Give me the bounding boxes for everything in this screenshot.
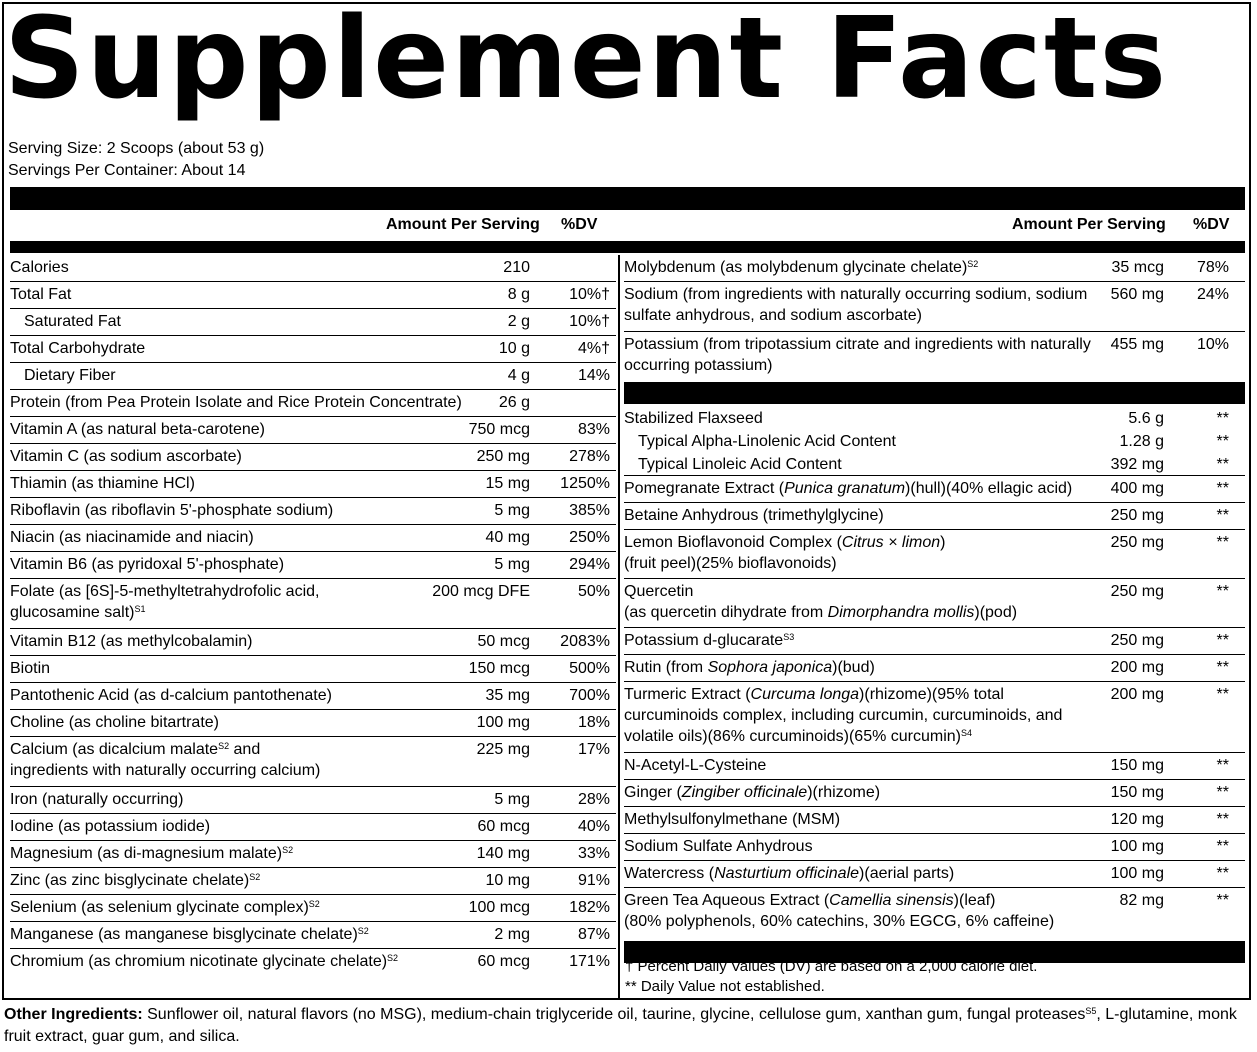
ingredient-row xyxy=(624,807,1245,834)
nutrient-name xyxy=(10,527,254,548)
ingredient-name-text: Ginger ( xyxy=(624,784,682,801)
nutrient-name-text: Dietary Fiber xyxy=(24,367,116,384)
ingredient-name xyxy=(624,755,766,776)
footnote-marker: S3 xyxy=(783,632,795,642)
nutrient-dv: 33% xyxy=(577,845,610,862)
nutrient-dv: 91% xyxy=(577,872,610,889)
nutrient-name xyxy=(10,712,219,733)
nutrient-amount: 50 mcg xyxy=(477,633,530,650)
nutrient-dv: 10%† xyxy=(569,313,610,330)
botanical-name: Curcuma longa xyxy=(750,686,860,703)
nutrient-row xyxy=(10,255,616,282)
nutrient-row xyxy=(10,841,616,868)
ingredient-name-text: Potassium d-glucarate xyxy=(624,632,784,649)
nutrient-name xyxy=(10,897,320,918)
nutrient-amount: 250 mg xyxy=(476,448,530,465)
botanical-name: Punica granatum xyxy=(784,480,906,497)
ingredient-name-text: )(bud) xyxy=(832,659,875,676)
nutrient-name xyxy=(10,338,145,359)
nutrient-amount: 10 g xyxy=(498,340,530,357)
ingredient-name xyxy=(624,581,1017,623)
ingredient-name-text: )(aerial parts) xyxy=(859,865,955,882)
botanical-name: Nasturtium officinale xyxy=(714,865,860,882)
nutrient-row xyxy=(10,552,616,579)
ingredient-dv: ** xyxy=(1216,659,1229,676)
footnote-dv: † Percent Daily Values (DV) are based on a 2,000 calorie diet. xyxy=(625,958,1038,975)
ingredient-name-text: Lemon Bioflavonoid Complex ( xyxy=(624,534,842,551)
ingredient-dv: ** xyxy=(1216,507,1229,524)
nutrient-amount: 60 mcg xyxy=(477,818,530,835)
footnote-marker: S2 xyxy=(967,259,979,269)
footnote-not-established: ** Daily Value not established. xyxy=(625,978,825,995)
nutrient-name xyxy=(10,392,462,413)
nutrient-name-text: ingredients with naturally occurring calcium) xyxy=(10,762,321,779)
nutrient-name xyxy=(10,581,319,623)
nutrient-name xyxy=(10,951,398,972)
nutrient-name-text: Manganese (as manganese bisglycinate chelate) xyxy=(10,926,358,943)
nutrient-dv: 700% xyxy=(569,687,610,704)
ingredient-amount: 400 mg xyxy=(1110,480,1164,497)
nutrient-name-text: Riboflavin (as riboflavin 5'-phosphate sodium) xyxy=(10,502,334,519)
nutrient-name xyxy=(10,446,242,467)
ingredient-amount: 250 mg xyxy=(1110,583,1164,600)
nutrient-amount: 2 g xyxy=(507,313,530,330)
nutrient-name xyxy=(10,500,333,521)
botanical-name: Camellia sinensis xyxy=(829,892,954,909)
nutrient-name xyxy=(10,739,320,781)
ingredient-name-text: Methylsulfonylmethane (MSM) xyxy=(624,811,841,828)
ingredient-row xyxy=(624,753,1245,780)
right-dv-header: %DV xyxy=(1193,216,1230,233)
footnote-marker: S1 xyxy=(134,604,146,614)
nutrient-amount: 2 mg xyxy=(494,926,530,943)
ingredient-amount: 200 mg xyxy=(1110,686,1164,703)
nutrient-amount: 40 mg xyxy=(485,529,530,546)
nutrient-name xyxy=(10,658,50,679)
nutrient-dv: 87% xyxy=(577,926,610,943)
nutrient-row xyxy=(10,683,616,710)
ingredient-dv: ** xyxy=(1216,410,1229,427)
nutrient-name-text: Vitamin B12 (as methylcobalamin) xyxy=(10,633,253,650)
right-column xyxy=(624,255,1245,963)
ingredient-row xyxy=(624,530,1245,579)
ingredient-name xyxy=(624,284,1087,326)
ingredient-amount: 150 mg xyxy=(1110,757,1164,774)
ingredient-name: Typical Alpha-Linolenic Acid Content xyxy=(638,433,896,450)
ingredient-name-text: curcuminoids complex, including curcumin, curcuminoids, and xyxy=(624,707,1063,724)
nutrient-name-text: Selenium (as selenium glycinate complex) xyxy=(10,899,309,916)
ingredient-name-text: Watercress ( xyxy=(624,865,715,882)
nutrient-name xyxy=(10,685,332,706)
ingredient-dv: ** xyxy=(1216,811,1229,828)
nutrient-name xyxy=(10,284,71,305)
nutrient-row xyxy=(10,656,616,683)
ingredient-name: Stabilized Flaxseed xyxy=(624,410,763,427)
nutrient-name-text: Folate (as [6S]-5-methyltetrahydrofolic acid, xyxy=(10,583,320,600)
botanical-name: Sophora japonica xyxy=(707,659,833,676)
ingredient-dv: ** xyxy=(1216,534,1229,551)
ingredient-dv: ** xyxy=(1216,433,1229,450)
ingredient-dv: ** xyxy=(1216,757,1229,774)
ingredient-dv: ** xyxy=(1216,865,1229,882)
ingredient-dv: ** xyxy=(1216,632,1229,649)
footnote-marker: S2 xyxy=(282,845,294,855)
ingredient-row xyxy=(624,255,1245,282)
nutrient-dv: 171% xyxy=(569,953,610,970)
nutrient-amount: 100 mcg xyxy=(468,899,530,916)
ingredient-amount: 250 mg xyxy=(1110,632,1164,649)
nutrient-dv: 250% xyxy=(569,529,610,546)
nutrient-row xyxy=(10,444,616,471)
ingredient-dv: 10% xyxy=(1196,336,1229,353)
ingredient-name-text: Quercetin xyxy=(624,583,694,600)
nutrient-amount: 750 mcg xyxy=(468,421,530,438)
nutrient-name xyxy=(10,257,69,278)
ingredient-name xyxy=(624,257,978,278)
thick-divider xyxy=(10,241,1245,253)
ingredient-name-text: Potassium (from tripotassium citrate and ingredients with naturally xyxy=(624,336,1091,353)
nutrient-name-text: Thiamin (as thiamine HCl) xyxy=(10,475,195,492)
ingredient-row xyxy=(624,780,1245,807)
nutrient-amount: 8 g xyxy=(507,286,530,303)
nutrient-name-text: Calcium (as dicalcium malate xyxy=(10,741,219,758)
serving-size: Serving Size: 2 Scoops (about 53 g) xyxy=(8,140,265,157)
nutrient-row xyxy=(10,895,616,922)
nutrient-name-text: Vitamin A (as natural beta-carotene) xyxy=(10,421,265,438)
nutrient-dv: 83% xyxy=(577,421,610,438)
ingredient-amount: 1.28 g xyxy=(1119,433,1164,450)
ingredient-name-text: )(pod) xyxy=(974,604,1018,621)
ingredient-amount: 392 mg xyxy=(1110,456,1164,473)
ingredient-amount: 120 mg xyxy=(1110,811,1164,828)
nutrient-amount: 35 mg xyxy=(485,687,530,704)
ingredient-row xyxy=(624,579,1245,628)
ingredient-name-text: Pomegranate Extract ( xyxy=(624,480,785,497)
nutrient-dv: 182% xyxy=(569,899,610,916)
nutrient-name xyxy=(10,311,121,332)
nutrient-amount: 4 g xyxy=(507,367,530,384)
ingredient-dv: ** xyxy=(1216,480,1229,497)
thick-divider xyxy=(624,382,1245,404)
ingredient-amount: 100 mg xyxy=(1110,865,1164,882)
nutrient-name-text: Iron (naturally occurring) xyxy=(10,791,184,808)
ingredient-name-text: Sodium (from ingredients with naturally occurring sodium, sodium xyxy=(624,286,1088,303)
ingredient-name xyxy=(624,334,1091,376)
nutrient-name-text: Total Carbohydrate xyxy=(10,340,146,357)
ingredient-name-text: (as quercetin dihydrate from xyxy=(624,604,828,621)
ingredient-name-text: Green Tea Aqueous Extract ( xyxy=(624,892,830,909)
nutrient-dv: 278% xyxy=(569,448,610,465)
nutrient-row xyxy=(10,336,616,363)
nutrient-row xyxy=(10,309,616,336)
ingredient-row xyxy=(624,332,1245,382)
ingredient-name-text: )(rhizome) xyxy=(807,784,881,801)
left-amount-header: Amount Per Serving xyxy=(386,216,540,233)
ingredient-name: Typical Linoleic Acid Content xyxy=(638,456,842,473)
botanical-name: Citrus × limon xyxy=(841,534,941,551)
ingredient-row xyxy=(624,282,1245,332)
footnote-marker: S2 xyxy=(249,872,261,882)
left-column xyxy=(10,255,616,976)
nutrient-dv: 50% xyxy=(577,583,610,600)
nutrient-name-text: Saturated Fat xyxy=(24,313,121,330)
nutrient-row xyxy=(10,525,616,552)
nutrient-name-text: Vitamin C (as sodium ascorbate) xyxy=(10,448,242,465)
footnote-marker: S2 xyxy=(218,741,230,751)
ingredient-row xyxy=(624,655,1245,682)
thick-divider xyxy=(10,187,1245,210)
ingredient-amount: 82 mg xyxy=(1119,892,1164,909)
nutrient-name-text: Magnesium (as di-magnesium malate) xyxy=(10,845,283,862)
nutrient-amount: 26 g xyxy=(498,394,530,411)
ingredient-name-text: volatile oils)(86% curcuminoids)(65% curcumin) xyxy=(624,728,961,745)
nutrient-dv: 2083% xyxy=(560,633,610,650)
ingredient-amount: 200 mg xyxy=(1110,659,1164,676)
other-ingredients: Other Ingredients: Sunflower oil, natural flavors (no MSG), medium-chain triglyceride oil, taurine, glycine, cellulose gum, xanthan gum, fungal proteases$^{S5}$, L-glutamine, monk fruit extract, guar gum, and silica. xyxy=(4,1006,1237,1045)
ingredient-dv: 78% xyxy=(1196,259,1229,276)
ingredient-name xyxy=(624,630,794,651)
nutrient-amount: 15 mg xyxy=(485,475,530,492)
nutrient-dv: 385% xyxy=(569,502,610,519)
ingredient-name xyxy=(624,505,884,526)
footnote-marker: S4 xyxy=(961,728,973,738)
ingredient-name-text: occurring potassium) xyxy=(624,357,773,374)
ingredient-amount: 455 mg xyxy=(1110,336,1164,353)
ingredient-name-text: )(hull)(40% ellagic acid) xyxy=(905,480,1073,497)
nutrient-amount: 210 xyxy=(503,259,530,276)
ingredient-amount: 560 mg xyxy=(1110,286,1164,303)
nutrient-dv: 294% xyxy=(569,556,610,573)
nutrient-amount: 5 mg xyxy=(494,556,530,573)
nutrient-dv: 28% xyxy=(577,791,610,808)
ingredient-row xyxy=(624,861,1245,888)
nutrient-dv: 40% xyxy=(577,818,610,835)
botanical-name: Dimorphandra mollis xyxy=(827,604,975,621)
ingredient-name-text: )(leaf) xyxy=(953,892,996,909)
nutrient-name-text: and xyxy=(229,741,261,758)
nutrient-name xyxy=(10,554,284,575)
nutrient-name-text: Niacin (as niacinamide and niacin) xyxy=(10,529,254,546)
nutrient-row xyxy=(10,814,616,841)
ingredient-name-text: Molybdenum (as molybdenum glycinate chelate) xyxy=(624,259,968,276)
ingredient-row xyxy=(624,404,1245,476)
nutrient-name-text: Choline (as choline bitartrate) xyxy=(10,714,219,731)
ingredient-row xyxy=(624,834,1245,861)
ingredient-amount: 5.6 g xyxy=(1128,410,1164,427)
nutrient-name xyxy=(10,870,260,891)
nutrient-row xyxy=(10,922,616,949)
nutrient-row xyxy=(10,471,616,498)
nutrient-amount: 10 mg xyxy=(485,872,530,889)
nutrient-row xyxy=(10,417,616,444)
nutrient-amount: 100 mg xyxy=(476,714,530,731)
nutrient-name-text: Iodine (as potassium iodide) xyxy=(10,818,211,835)
servings-per-container: Servings Per Container: About 14 xyxy=(8,162,246,179)
ingredient-dv: ** xyxy=(1216,892,1229,909)
ingredient-dv: ** xyxy=(1216,456,1229,473)
ingredient-dv: ** xyxy=(1216,838,1229,855)
ingredient-name-text: Turmeric Extract ( xyxy=(624,686,751,703)
ingredient-dv: ** xyxy=(1216,784,1229,801)
nutrient-row xyxy=(10,498,616,525)
ingredient-amount: 100 mg xyxy=(1110,838,1164,855)
nutrient-row xyxy=(10,868,616,895)
ingredient-name xyxy=(624,809,840,830)
nutrient-name xyxy=(10,816,210,837)
nutrient-name-text: glucosamine salt) xyxy=(10,604,135,621)
ingredient-name xyxy=(624,782,880,803)
ingredient-name-text: sulfate anhydrous, and sodium ascorbate) xyxy=(624,307,922,324)
nutrient-row xyxy=(10,390,616,417)
nutrient-name xyxy=(10,843,293,864)
ingredient-row xyxy=(624,476,1245,503)
nutrient-name-text: Vitamin B6 (as pyridoxal 5'-phosphate) xyxy=(10,556,285,573)
left-dv-header: %DV xyxy=(561,216,598,233)
nutrient-row xyxy=(10,787,616,814)
nutrient-amount: 5 mg xyxy=(494,502,530,519)
ingredient-row xyxy=(624,888,1245,937)
nutrient-name xyxy=(10,631,252,652)
nutrient-amount: 225 mg xyxy=(476,741,530,758)
ingredient-name xyxy=(624,532,945,574)
footnote-marker: S2 xyxy=(357,926,369,936)
ingredient-row xyxy=(624,682,1245,753)
ingredient-amount: 250 mg xyxy=(1110,534,1164,551)
ingredient-dv: 24% xyxy=(1196,286,1229,303)
nutrient-row xyxy=(10,710,616,737)
nutrient-name xyxy=(10,365,116,386)
nutrient-row xyxy=(10,363,616,390)
nutrient-name-text: Protein (from Pea Protein Isolate and Rice Protein Concentrate) xyxy=(10,394,462,411)
ingredient-name xyxy=(624,863,954,884)
ingredient-name-text: N-Acetyl-L-Cysteine xyxy=(624,757,767,774)
ingredient-amount: 150 mg xyxy=(1110,784,1164,801)
nutrient-row xyxy=(10,282,616,309)
nutrient-row xyxy=(10,629,616,656)
ingredient-name-text: (fruit peel)(25% bioflavonoids) xyxy=(624,555,837,572)
ingredient-name-text: ) xyxy=(940,534,946,551)
nutrient-name xyxy=(10,789,183,810)
ingredient-amount: 250 mg xyxy=(1110,507,1164,524)
ingredient-name xyxy=(624,657,875,678)
ingredient-dv: ** xyxy=(1216,583,1229,600)
other-ingredients-label: Other Ingredients: xyxy=(4,1006,143,1023)
ingredient-name-text: Rutin (from xyxy=(624,659,708,676)
nutrient-dv: 500% xyxy=(569,660,610,677)
nutrient-dv: 10%† xyxy=(569,286,610,303)
nutrient-name xyxy=(10,924,369,945)
ingredient-name xyxy=(624,684,1062,747)
footnote-marker: S2 xyxy=(308,899,320,909)
nutrient-amount: 150 mcg xyxy=(468,660,530,677)
nutrient-row xyxy=(10,579,616,629)
ingredient-row xyxy=(624,503,1245,530)
ingredient-name-text: Betaine Anhydrous (trimethylglycine) xyxy=(624,507,884,524)
nutrient-name xyxy=(10,473,195,494)
ingredient-name xyxy=(624,890,1054,932)
ingredient-amount: 35 mcg xyxy=(1111,259,1164,276)
nutrient-dv: 1250% xyxy=(560,475,610,492)
nutrient-dv: 4%† xyxy=(577,340,610,357)
nutrient-name-text: Zinc (as zinc bisglycinate chelate) xyxy=(10,872,250,889)
footnote-marker: S2 xyxy=(387,953,399,963)
nutrient-name-text: Pantothenic Acid (as d-calcium pantothenate) xyxy=(10,687,332,704)
ingredient-name-text: Sodium Sulfate Anhydrous xyxy=(624,838,813,855)
nutrient-amount: 5 mg xyxy=(494,791,530,808)
ingredient-name-text: (80% polyphenols, 60% catechins, 30% EGCG, 6% caffeine) xyxy=(624,913,1055,930)
nutrient-name xyxy=(10,419,265,440)
nutrient-dv: 14% xyxy=(577,367,610,384)
botanical-name: Zingiber officinale xyxy=(681,784,808,801)
column-divider xyxy=(618,255,620,1000)
ingredient-dv: ** xyxy=(1216,686,1229,703)
nutrient-name-text: Calories xyxy=(10,259,69,276)
ingredient-name xyxy=(624,478,1072,499)
nutrient-amount: 200 mcg DFE xyxy=(432,583,530,600)
right-amount-header: Amount Per Serving xyxy=(1012,216,1166,233)
nutrient-name-text: Total Fat xyxy=(10,286,72,303)
nutrient-row xyxy=(10,737,616,787)
nutrient-amount: 60 mcg xyxy=(477,953,530,970)
ingredient-name-text: )(rhizome)(95% total xyxy=(859,686,1004,703)
nutrient-amount: 140 mg xyxy=(476,845,530,862)
nutrient-name-text: Chromium (as chromium nicotinate glycinate chelate) xyxy=(10,953,388,970)
ingredient-name xyxy=(624,836,813,857)
panel-title: Supplement Facts xyxy=(4,0,1169,124)
nutrient-name-text: Biotin xyxy=(10,660,51,677)
ingredient-row xyxy=(624,628,1245,655)
nutrient-row xyxy=(10,949,616,976)
nutrient-dv: 17% xyxy=(577,741,610,758)
nutrient-dv: 18% xyxy=(577,714,610,731)
